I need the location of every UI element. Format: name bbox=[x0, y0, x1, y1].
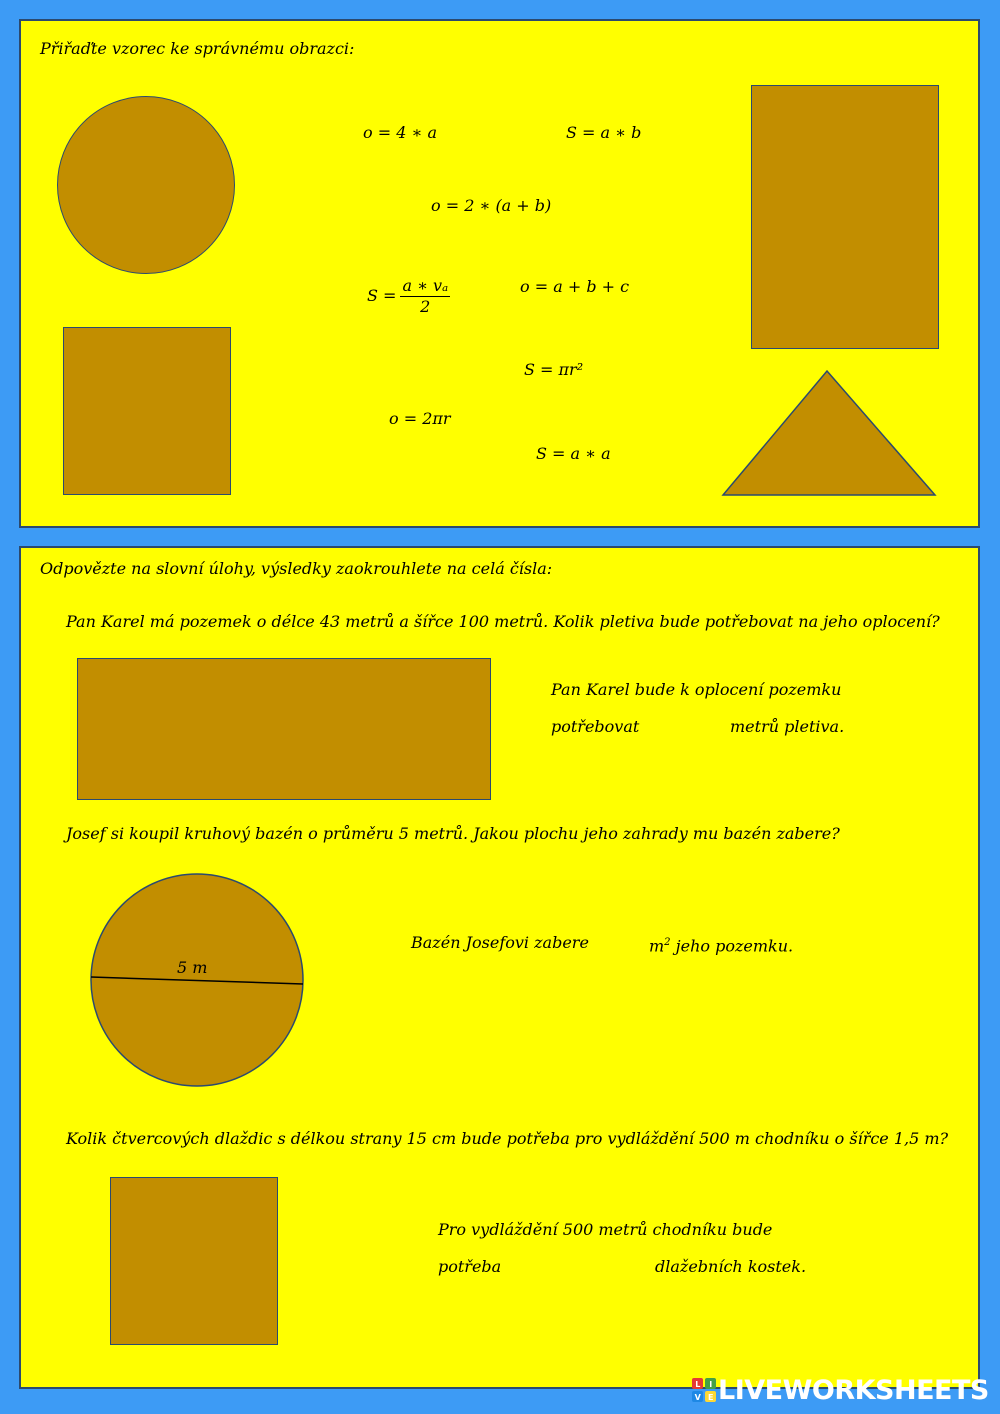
formula-square-area[interactable]: S = a ∗ a bbox=[536, 444, 611, 463]
formula-matching-panel bbox=[19, 19, 980, 528]
svg-text:V: V bbox=[694, 1393, 701, 1402]
tile-square-shape bbox=[110, 1177, 278, 1345]
q1-answer-after: metrů pletiva. bbox=[730, 717, 845, 736]
triangle-area-denominator: 2 bbox=[420, 297, 431, 316]
formula-triangle-perimeter[interactable]: o = a + b + c bbox=[520, 277, 630, 296]
q2-answer-after-group bbox=[649, 933, 793, 956]
question-1: Pan Karel má pozemek o délce 43 metrů a šířce 100 metrů. Kolik pletiva bude potřebovat na jeho oplocení? bbox=[66, 612, 940, 631]
q1-answer-before: potřebovat bbox=[551, 717, 640, 736]
q3-answer-line1: Pro vydláždění 500 metrů chodníku bude bbox=[438, 1220, 773, 1239]
liveworksheets-logo-text: LIVEWORKSHEETS bbox=[718, 1374, 989, 1406]
svg-text:E: E bbox=[708, 1393, 713, 1402]
rectangle-shape[interactable] bbox=[751, 85, 939, 349]
formula-triangle-area[interactable] bbox=[367, 276, 450, 317]
section1-instruction: Přiřaďte vzorec ke správnému obrazci: bbox=[40, 39, 355, 58]
liveworksheets-logo bbox=[692, 1374, 989, 1406]
question-2: Josef si koupil kruhový bazén o průměru 5 metrů. Jakou plochu jeho zahrady mu bazén zabere? bbox=[66, 824, 840, 843]
q3-answer-after: dlažebních kostek. bbox=[655, 1257, 807, 1276]
formula-square-perimeter[interactable]: o = 4 ∗ a bbox=[363, 123, 437, 142]
q3-answer-before: potřeba bbox=[438, 1257, 502, 1276]
triangle-area-fraction bbox=[400, 276, 450, 317]
svg-text:I: I bbox=[709, 1380, 712, 1389]
formula-rectangle-perimeter[interactable]: o = 2 ∗ (a + b) bbox=[431, 196, 552, 215]
triangle-area-numerator: a ∗ vₐ bbox=[402, 276, 449, 295]
q3-answer-input[interactable] bbox=[506, 1256, 656, 1280]
q1-answer-input[interactable] bbox=[646, 716, 735, 740]
q2-answer-input[interactable] bbox=[586, 932, 652, 956]
q2-answer-before: Bazén Josefovi zabere bbox=[411, 933, 589, 952]
plot-rectangle-shape bbox=[77, 658, 491, 800]
section2-instruction: Odpovězte na slovní úlohy, výsledky zaokrouhlete na celá čísla: bbox=[40, 559, 553, 578]
formula-circle-area[interactable]: S = πr² bbox=[524, 360, 584, 379]
q2-unit-exponent: 2 bbox=[664, 937, 671, 948]
triangle-shape[interactable] bbox=[721, 369, 939, 497]
formula-circle-perimeter[interactable]: o = 2πr bbox=[389, 409, 451, 428]
diameter-label: 5 m bbox=[177, 958, 208, 977]
liveworksheets-logo-icon bbox=[692, 1378, 716, 1402]
q2-answer-after: jeho pozemku. bbox=[675, 936, 794, 956]
question-3: Kolik čtvercových dlaždic s délkou strany 15 cm bude potřeba pro vydláždění 500 m chodníku o šířce 1,5 m? bbox=[66, 1129, 949, 1148]
circle-shape[interactable] bbox=[57, 96, 235, 274]
svg-text:L: L bbox=[695, 1380, 700, 1389]
q2-unit: m bbox=[649, 936, 665, 956]
pool-circle-shape bbox=[89, 872, 307, 1090]
square-shape[interactable] bbox=[63, 327, 231, 495]
q1-answer-line1: Pan Karel bude k oplocení pozemku bbox=[551, 680, 842, 699]
formula-rectangle-area[interactable]: S = a ∗ b bbox=[566, 123, 642, 142]
triangle-area-lhs: S = bbox=[367, 286, 397, 305]
word-problems-panel bbox=[19, 546, 980, 1389]
